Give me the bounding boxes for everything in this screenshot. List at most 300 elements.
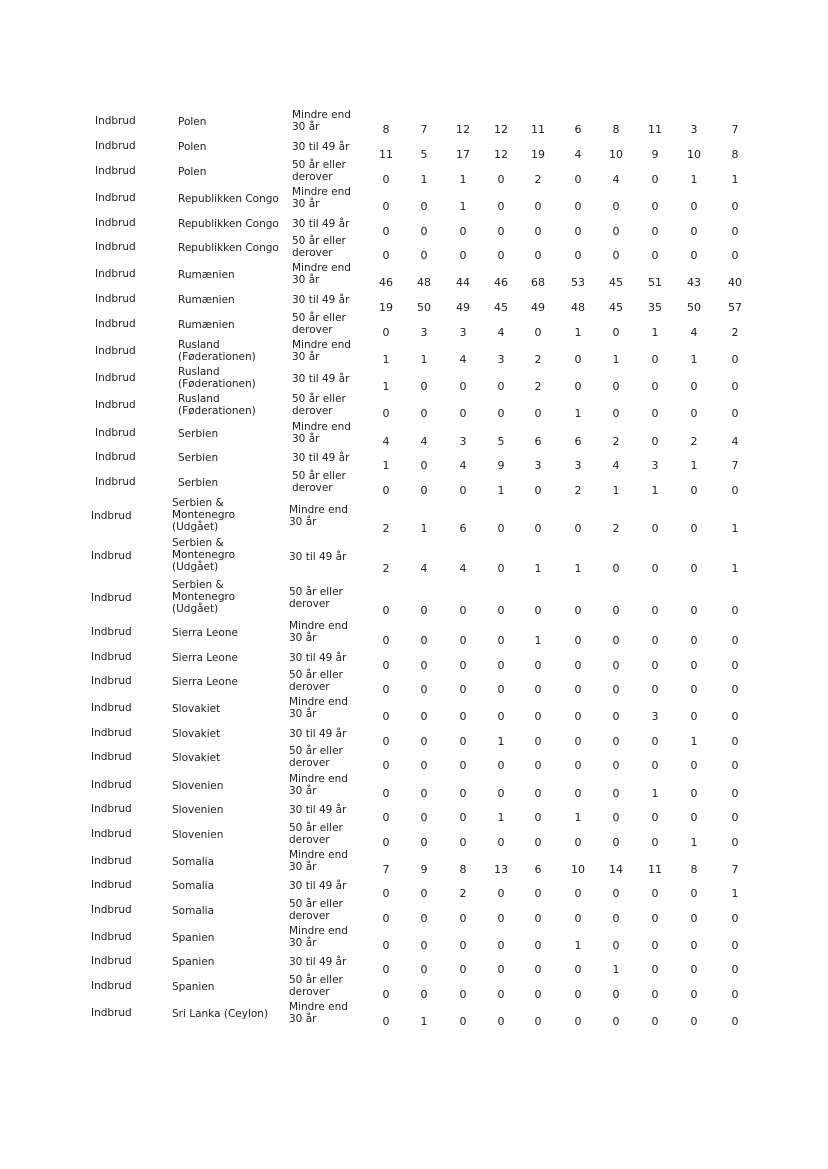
count-cell: 8 <box>459 863 467 876</box>
count-cell: 0 <box>731 836 739 849</box>
count-cell: 1 <box>459 173 467 186</box>
age-group-cell: Mindre end 30 år <box>289 849 348 873</box>
count-cell: 1 <box>420 522 428 535</box>
crime-type-cell: Indbrud <box>95 140 136 152</box>
country-cell: Slovenien <box>172 804 224 816</box>
count-cell: 0 <box>497 887 505 900</box>
count-cell: 0 <box>651 407 659 420</box>
country-cell: Rusland (Føderationen) <box>178 366 256 390</box>
count-cell: 0 <box>497 659 505 672</box>
count-cell: 4 <box>420 562 428 575</box>
count-cell: 0 <box>651 522 659 535</box>
count-cell: 0 <box>731 939 739 952</box>
count-cell: 2 <box>459 887 467 900</box>
count-cell: 0 <box>534 988 542 1001</box>
table-row <box>0 974 828 1001</box>
count-cell: 0 <box>731 683 739 696</box>
count-cell: 0 <box>574 604 582 617</box>
count-cell: 3 <box>420 326 428 339</box>
country-cell: Spanien <box>172 981 215 993</box>
crime-type-cell: Indbrud <box>91 727 132 739</box>
count-cell: 0 <box>459 659 467 672</box>
table-row <box>0 393 828 420</box>
count-cell: 0 <box>420 811 428 824</box>
count-cell: 0 <box>459 811 467 824</box>
count-cell: 0 <box>382 407 390 420</box>
count-cell: 0 <box>690 811 698 824</box>
count-cell: 1 <box>690 735 698 748</box>
count-cell: 0 <box>651 634 659 647</box>
count-cell: 1 <box>690 173 698 186</box>
count-cell: 6 <box>534 863 542 876</box>
count-cell: 0 <box>459 249 467 262</box>
count-cell: 0 <box>497 225 505 238</box>
count-cell: 0 <box>420 249 428 262</box>
age-group-cell: Mindre end 30 år <box>292 339 351 363</box>
age-group-cell: Mindre end 30 år <box>289 504 348 528</box>
count-cell: 2 <box>690 435 698 448</box>
count-cell: 7 <box>731 459 739 472</box>
crime-type-cell: Indbrud <box>91 980 132 992</box>
country-cell: Sierra Leone <box>172 627 238 639</box>
count-cell: 3 <box>574 459 582 472</box>
count-cell: 0 <box>420 912 428 925</box>
count-cell: 0 <box>497 683 505 696</box>
count-cell: 43 <box>687 276 701 289</box>
count-cell: 2 <box>534 353 542 366</box>
age-group-cell: 30 til 49 år <box>289 728 347 740</box>
count-cell: 11 <box>531 123 545 136</box>
table-row <box>0 140 828 161</box>
count-cell: 0 <box>420 887 428 900</box>
table-row <box>0 696 828 723</box>
count-cell: 3 <box>459 326 467 339</box>
age-group-cell: 50 år eller derover <box>289 745 343 769</box>
count-cell: 0 <box>612 887 620 900</box>
count-cell: 0 <box>497 249 505 262</box>
count-cell: 0 <box>612 225 620 238</box>
count-cell: 0 <box>420 459 428 472</box>
count-cell: 1 <box>731 562 739 575</box>
count-cell: 0 <box>612 710 620 723</box>
table-row <box>0 470 828 497</box>
country-cell: Republikken Congo <box>178 218 279 230</box>
count-cell: 0 <box>651 249 659 262</box>
count-cell: 0 <box>574 887 582 900</box>
count-cell: 3 <box>690 123 698 136</box>
count-cell: 5 <box>497 435 505 448</box>
count-cell: 0 <box>690 787 698 800</box>
count-cell: 0 <box>382 735 390 748</box>
count-cell: 0 <box>690 249 698 262</box>
count-cell: 0 <box>731 912 739 925</box>
crime-type-cell: Indbrud <box>95 372 136 384</box>
count-cell: 0 <box>731 811 739 824</box>
country-cell: Rusland (Føderationen) <box>178 393 256 417</box>
count-cell: 0 <box>651 836 659 849</box>
count-cell: 0 <box>690 887 698 900</box>
table-row <box>0 898 828 925</box>
count-cell: 45 <box>609 301 623 314</box>
count-cell: 0 <box>612 787 620 800</box>
count-cell: 0 <box>420 380 428 393</box>
count-cell: 4 <box>574 148 582 161</box>
count-cell: 0 <box>612 939 620 952</box>
count-cell: 0 <box>382 659 390 672</box>
count-cell: 0 <box>574 735 582 748</box>
crime-type-cell: Indbrud <box>91 702 132 714</box>
count-cell: 0 <box>534 787 542 800</box>
count-cell: 0 <box>651 1015 659 1028</box>
count-cell: 49 <box>456 301 470 314</box>
count-cell: 0 <box>459 988 467 1001</box>
count-cell: 1 <box>574 326 582 339</box>
count-cell: 0 <box>382 200 390 213</box>
count-cell: 0 <box>420 787 428 800</box>
count-cell: 10 <box>687 148 701 161</box>
crime-type-cell: Indbrud <box>91 879 132 891</box>
count-cell: 0 <box>459 634 467 647</box>
count-cell: 0 <box>690 659 698 672</box>
count-cell: 57 <box>728 301 742 314</box>
country-cell: Republikken Congo <box>178 242 279 254</box>
age-group-cell: Mindre end 30 år <box>292 421 351 445</box>
age-group-cell: 30 til 49 år <box>289 880 347 892</box>
country-cell: Serbien & Montenegro (Udgået) <box>172 579 236 615</box>
count-cell: 0 <box>382 939 390 952</box>
count-cell: 3 <box>497 353 505 366</box>
count-cell: 0 <box>612 380 620 393</box>
age-group-cell: 30 til 49 år <box>292 294 350 306</box>
crime-type-cell: Indbrud <box>91 803 132 815</box>
count-cell: 0 <box>382 326 390 339</box>
count-cell: 0 <box>731 659 739 672</box>
count-cell: 0 <box>420 939 428 952</box>
count-cell: 12 <box>494 123 508 136</box>
count-cell: 2 <box>612 435 620 448</box>
country-cell: Polen <box>178 141 207 153</box>
count-cell: 0 <box>534 484 542 497</box>
count-cell: 0 <box>420 484 428 497</box>
age-group-cell: 50 år eller derover <box>289 974 343 998</box>
count-cell: 6 <box>574 123 582 136</box>
count-cell: 9 <box>420 863 428 876</box>
count-cell: 0 <box>420 759 428 772</box>
count-cell: 5 <box>420 148 428 161</box>
table-row <box>0 803 828 824</box>
count-cell: 2 <box>731 326 739 339</box>
age-group-cell: 50 år eller derover <box>289 586 343 610</box>
count-cell: 0 <box>731 200 739 213</box>
count-cell: 6 <box>459 522 467 535</box>
age-group-cell: 30 til 49 år <box>289 956 347 968</box>
count-cell: 0 <box>534 887 542 900</box>
table-row <box>0 745 828 772</box>
count-cell: 0 <box>420 225 428 238</box>
count-cell: 0 <box>574 710 582 723</box>
count-cell: 0 <box>690 1015 698 1028</box>
count-cell: 0 <box>497 912 505 925</box>
count-cell: 0 <box>534 912 542 925</box>
table-row <box>0 537 828 575</box>
age-group-cell: 50 år eller derover <box>292 159 346 183</box>
count-cell: 0 <box>382 634 390 647</box>
count-cell: 0 <box>420 735 428 748</box>
count-cell: 1 <box>612 963 620 976</box>
count-cell: 1 <box>690 459 698 472</box>
count-cell: 0 <box>574 912 582 925</box>
count-cell: 0 <box>690 407 698 420</box>
country-cell: Rumænien <box>178 269 235 281</box>
count-cell: 0 <box>420 200 428 213</box>
table-row <box>0 822 828 849</box>
country-cell: Slovenien <box>172 780 224 792</box>
crime-type-cell: Indbrud <box>91 675 132 687</box>
count-cell: 0 <box>651 988 659 1001</box>
count-cell: 1 <box>690 836 698 849</box>
count-cell: 0 <box>731 380 739 393</box>
age-group-cell: 50 år eller derover <box>292 470 346 494</box>
age-group-cell: 30 til 49 år <box>292 452 350 464</box>
count-cell: 0 <box>612 836 620 849</box>
age-group-cell: 30 til 49 år <box>292 373 350 385</box>
count-cell: 10 <box>571 863 585 876</box>
count-cell: 1 <box>459 200 467 213</box>
count-cell: 0 <box>497 634 505 647</box>
count-cell: 0 <box>497 380 505 393</box>
country-cell: Rumænien <box>178 319 235 331</box>
count-cell: 2 <box>574 484 582 497</box>
count-cell: 0 <box>534 407 542 420</box>
count-cell: 0 <box>382 759 390 772</box>
age-group-cell: 30 til 49 år <box>292 218 350 230</box>
count-cell: 0 <box>574 836 582 849</box>
count-cell: 0 <box>534 326 542 339</box>
count-cell: 0 <box>690 604 698 617</box>
age-group-cell: 30 til 49 år <box>289 652 347 664</box>
count-cell: 1 <box>497 735 505 748</box>
count-cell: 0 <box>382 988 390 1001</box>
count-cell: 0 <box>690 634 698 647</box>
count-cell: 0 <box>574 200 582 213</box>
crime-type-cell: Indbrud <box>91 828 132 840</box>
count-cell: 1 <box>731 173 739 186</box>
count-cell: 0 <box>497 787 505 800</box>
count-cell: 0 <box>731 963 739 976</box>
count-cell: 0 <box>651 735 659 748</box>
country-cell: Slovakiet <box>172 703 221 715</box>
count-cell: 0 <box>420 634 428 647</box>
count-cell: 9 <box>651 148 659 161</box>
table-row <box>0 339 828 366</box>
count-cell: 0 <box>612 759 620 772</box>
age-group-cell: Mindre end 30 år <box>292 186 351 210</box>
count-cell: 1 <box>731 887 739 900</box>
country-cell: Republikken Congo <box>178 193 279 205</box>
count-cell: 44 <box>456 276 470 289</box>
count-cell: 2 <box>534 173 542 186</box>
count-cell: 0 <box>731 634 739 647</box>
crime-type-cell: Indbrud <box>95 268 136 280</box>
count-cell: 0 <box>731 407 739 420</box>
count-cell: 0 <box>382 484 390 497</box>
count-cell: 51 <box>648 276 662 289</box>
country-cell: Somalia <box>172 856 215 868</box>
count-cell: 0 <box>459 963 467 976</box>
count-cell: 1 <box>382 380 390 393</box>
count-cell: 0 <box>459 683 467 696</box>
table-row <box>0 651 828 672</box>
table-row <box>0 497 828 535</box>
count-cell: 49 <box>531 301 545 314</box>
age-group-cell: 50 år eller derover <box>289 898 343 922</box>
crime-type-cell: Indbrud <box>95 345 136 357</box>
country-cell: Serbien <box>178 477 219 489</box>
count-cell: 0 <box>420 710 428 723</box>
count-cell: 0 <box>459 759 467 772</box>
count-cell: 0 <box>574 963 582 976</box>
count-cell: 0 <box>690 912 698 925</box>
count-cell: 0 <box>497 963 505 976</box>
count-cell: 1 <box>534 562 542 575</box>
count-cell: 0 <box>731 710 739 723</box>
count-cell: 0 <box>574 380 582 393</box>
count-cell: 1 <box>497 811 505 824</box>
count-cell: 11 <box>648 863 662 876</box>
count-cell: 1 <box>574 811 582 824</box>
count-cell: 46 <box>494 276 508 289</box>
count-cell: 0 <box>382 683 390 696</box>
count-cell: 19 <box>379 301 393 314</box>
count-cell: 0 <box>382 710 390 723</box>
count-cell: 0 <box>534 225 542 238</box>
count-cell: 7 <box>731 123 739 136</box>
count-cell: 0 <box>651 173 659 186</box>
count-cell: 1 <box>574 562 582 575</box>
count-cell: 0 <box>612 326 620 339</box>
country-cell: Serbien & Montenegro (Udgået) <box>172 497 236 533</box>
count-cell: 0 <box>382 811 390 824</box>
count-cell: 0 <box>612 988 620 1001</box>
count-cell: 0 <box>612 604 620 617</box>
count-cell: 0 <box>651 353 659 366</box>
crime-type-cell: Indbrud <box>91 1007 132 1019</box>
count-cell: 0 <box>382 604 390 617</box>
count-cell: 0 <box>420 604 428 617</box>
table-row <box>0 186 828 213</box>
count-cell: 0 <box>420 659 428 672</box>
count-cell: 0 <box>534 683 542 696</box>
age-group-cell: 30 til 49 år <box>289 804 347 816</box>
count-cell: 0 <box>574 249 582 262</box>
count-cell: 0 <box>731 225 739 238</box>
count-cell: 53 <box>571 276 585 289</box>
country-cell: Sierra Leone <box>172 652 238 664</box>
age-group-cell: 30 til 49 år <box>292 141 350 153</box>
count-cell: 0 <box>459 710 467 723</box>
count-cell: 0 <box>612 407 620 420</box>
count-cell: 8 <box>382 123 390 136</box>
country-cell: Spanien <box>172 956 215 968</box>
count-cell: 1 <box>690 353 698 366</box>
crime-type-cell: Indbrud <box>95 192 136 204</box>
count-cell: 8 <box>612 123 620 136</box>
crime-type-cell: Indbrud <box>91 592 132 604</box>
count-cell: 0 <box>731 988 739 1001</box>
crime-type-cell: Indbrud <box>91 751 132 763</box>
count-cell: 6 <box>574 435 582 448</box>
count-cell: 0 <box>459 912 467 925</box>
age-group-cell: Mindre end 30 år <box>289 1001 348 1025</box>
count-cell: 0 <box>651 759 659 772</box>
count-cell: 0 <box>690 988 698 1001</box>
age-group-cell: 50 år eller derover <box>289 669 343 693</box>
count-cell: 1 <box>534 634 542 647</box>
count-cell: 0 <box>497 759 505 772</box>
count-cell: 0 <box>612 735 620 748</box>
age-group-cell: Mindre end 30 år <box>289 696 348 720</box>
count-cell: 0 <box>459 836 467 849</box>
count-cell: 11 <box>648 123 662 136</box>
table-row <box>0 925 828 952</box>
count-cell: 0 <box>690 963 698 976</box>
crime-type-cell: Indbrud <box>91 651 132 663</box>
count-cell: 0 <box>534 522 542 535</box>
count-cell: 0 <box>574 759 582 772</box>
count-cell: 0 <box>459 787 467 800</box>
country-cell: Spanien <box>172 932 215 944</box>
count-cell: 4 <box>612 459 620 472</box>
crime-type-cell: Indbrud <box>91 904 132 916</box>
count-cell: 0 <box>534 710 542 723</box>
count-cell: 0 <box>731 249 739 262</box>
count-cell: 0 <box>690 562 698 575</box>
count-cell: 0 <box>612 1015 620 1028</box>
count-cell: 0 <box>420 683 428 696</box>
count-cell: 4 <box>459 459 467 472</box>
count-cell: 0 <box>690 939 698 952</box>
count-cell: 1 <box>731 522 739 535</box>
count-cell: 2 <box>382 562 390 575</box>
country-cell: Slovakiet <box>172 752 221 764</box>
count-cell: 0 <box>612 912 620 925</box>
count-cell: 0 <box>420 963 428 976</box>
count-cell: 13 <box>494 863 508 876</box>
table-row <box>0 849 828 876</box>
count-cell: 0 <box>651 659 659 672</box>
count-cell: 40 <box>728 276 742 289</box>
crime-type-cell: Indbrud <box>91 510 132 522</box>
count-cell: 0 <box>651 963 659 976</box>
count-cell: 9 <box>497 459 505 472</box>
table-row <box>0 217 828 238</box>
country-cell: Polen <box>178 166 207 178</box>
count-cell: 12 <box>494 148 508 161</box>
table-row <box>0 1001 828 1028</box>
count-cell: 0 <box>497 173 505 186</box>
count-cell: 4 <box>382 435 390 448</box>
age-group-cell: 50 år eller derover <box>292 312 346 336</box>
count-cell: 1 <box>612 484 620 497</box>
count-cell: 0 <box>459 1015 467 1028</box>
count-cell: 0 <box>612 249 620 262</box>
count-cell: 0 <box>612 200 620 213</box>
count-cell: 50 <box>687 301 701 314</box>
count-cell: 8 <box>690 863 698 876</box>
table-row <box>0 669 828 696</box>
count-cell: 1 <box>382 459 390 472</box>
count-cell: 0 <box>420 988 428 1001</box>
